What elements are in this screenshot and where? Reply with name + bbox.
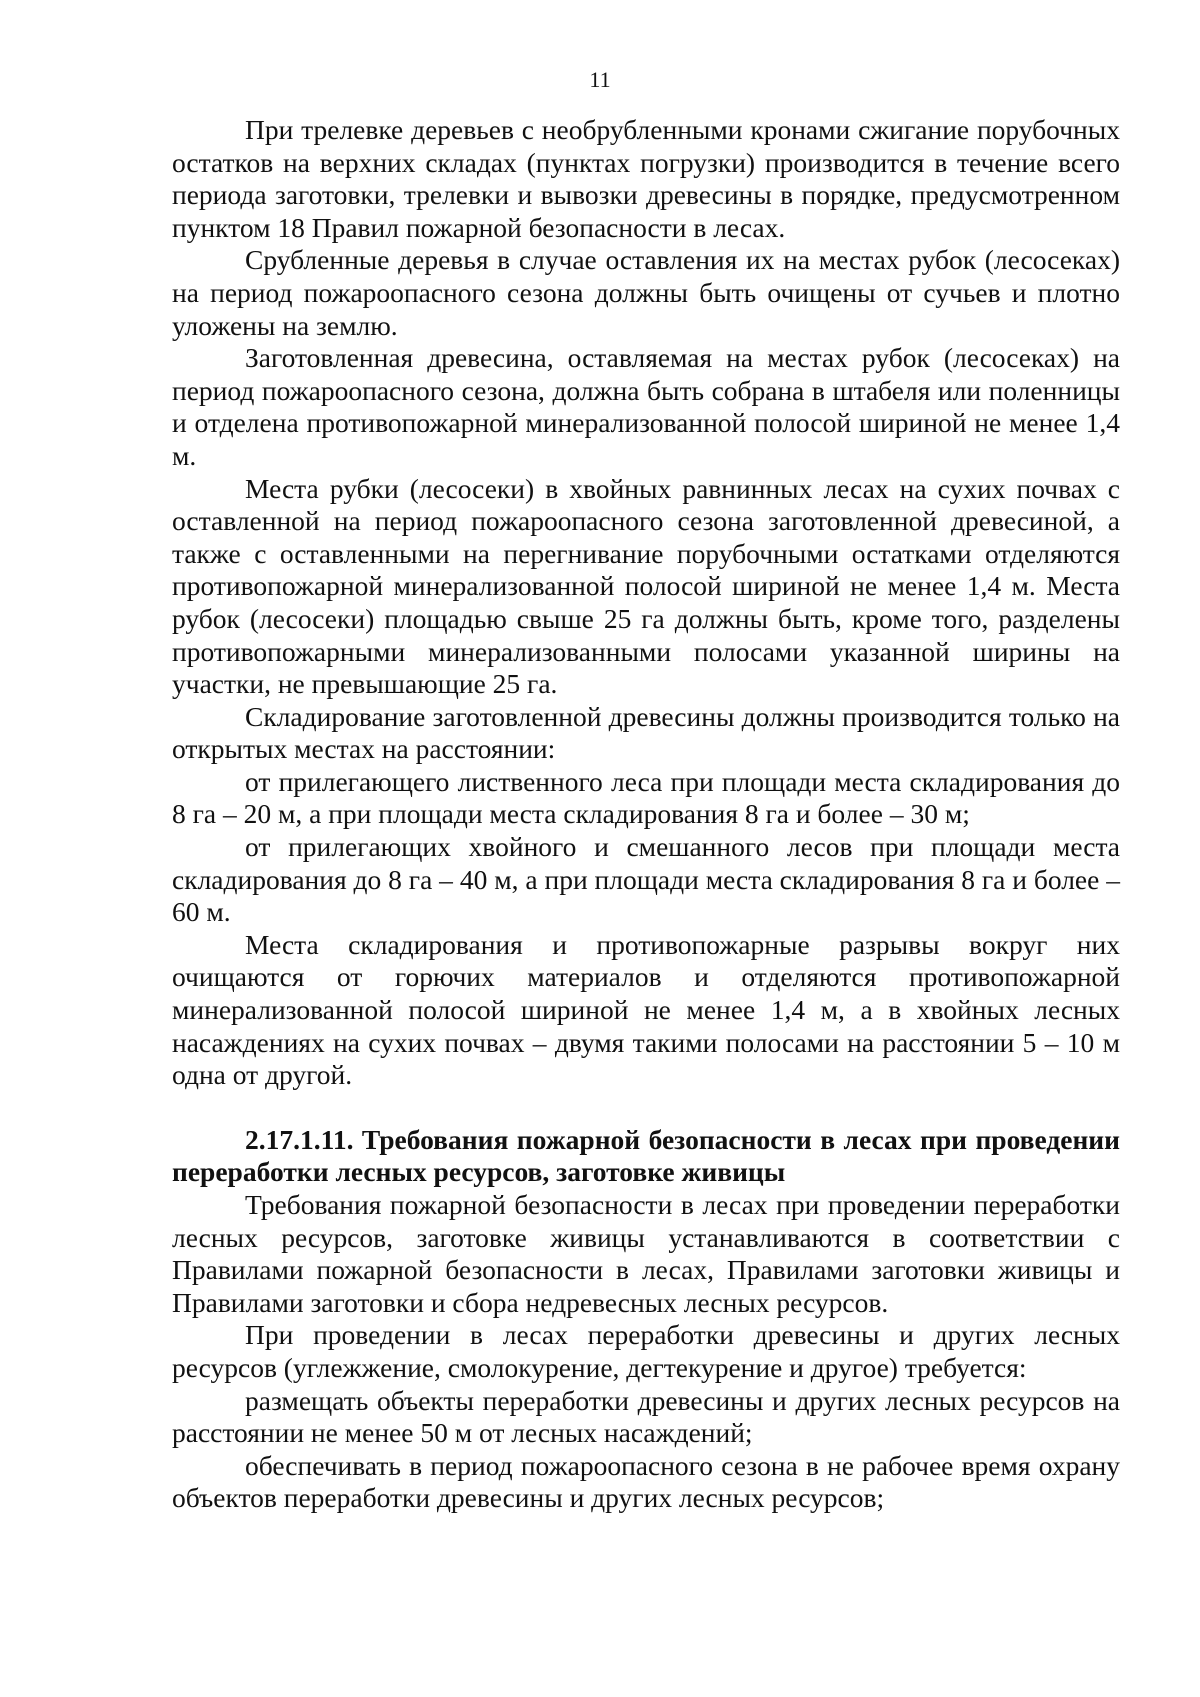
paragraph: При трелевке деревьев с необрубленными кронами сжигание порубочных остатков на верхних складах (пунктах погрузки) производится в течение всего периода заготовки, трелевки и вывозки древесины в порядке, предусмотренном пунктом 18 Правил пожарной безопасности в лесах. bbox=[172, 114, 1120, 243]
page-number: 11 bbox=[589, 67, 611, 92]
document-body bbox=[172, 114, 1120, 1515]
paragraph: от прилегающих хвойного и смешанного лесов при площади места складирования до 8 га – 40 м, а при площади места складирования 8 га и более – 60 м. bbox=[172, 831, 1120, 928]
paragraph: Места рубки (лесосеки) в хвойных равнинных лесах на сухих почвах с оставленной на период пожароопасного сезона заготовленной древесиной, а также с оставленными на перегнивание порубочными остатками отделяются противопожарной минерализованной полосой шириной не менее 1,4 м. Места рубок (лесосеки) площадью свыше 25 га должны быть, кроме того, разделены противопожарными минерализованными полосами указанной ширины на участки, не превышающие 25 га. bbox=[172, 472, 1120, 700]
paragraph: Требования пожарной безопасности в лесах при проведении переработки лесных ресурсов, заготовке живицы устанавливаются в соответствии с Правилами пожарной безопасности в лесах, Правилами заготовки живицы и Правилами заготовки и сбора недревесных лесных ресурсов. bbox=[172, 1189, 1120, 1318]
paragraph: размещать объекты переработки древесины и других лесных ресурсов на расстоянии не менее 50 м от лесных насаждений; bbox=[172, 1384, 1120, 1449]
paragraph: от прилегающего лиственного леса при площади места складирования до 8 га – 20 м, а при площади места складирования 8 га и более – 30 м; bbox=[172, 765, 1120, 830]
paragraph: Складирование заготовленной древесины должны производится только на открытых местах на расстоянии: bbox=[172, 700, 1120, 765]
paragraph: Срубленные деревья в случае оставления их на местах рубок (лесосеках) на период пожароопасного сезона должны быть очищены от сучьев и плотно уложены на землю. bbox=[172, 244, 1120, 341]
paragraph: Места складирования и противопожарные разрывы вокруг них очищаются от горючих материалов и отделяются противопожарной минерализованной полосой шириной не менее 1,4 м, а в хвойных лесных насаждениях на сухих почвах – двумя такими полосами на расстоянии 5 – 10 м одна от другой. bbox=[172, 928, 1120, 1091]
paragraph: При проведении в лесах переработки древесины и других лесных ресурсов (углежжение, смолокурение, дегтекурение и другое) требуется: bbox=[172, 1319, 1120, 1383]
paragraph: обеспечивать в период пожароопасного сезона в не рабочее время охрану объектов переработки древесины и других лесных ресурсов; bbox=[172, 1449, 1120, 1514]
section-heading: 2.17.1.11. Требования пожарной безопасности в лесах при проведении переработки лесных ресурсов, заготовке живицы bbox=[172, 1123, 1120, 1188]
paragraph: Заготовленная древесина, оставляемая на местах рубок (лесосеках) на период пожароопасного сезона, должна быть собрана в штабеля или поленницы и отделена противопожарной минерализованной полосой шириной не менее 1,4 м. bbox=[172, 342, 1120, 471]
